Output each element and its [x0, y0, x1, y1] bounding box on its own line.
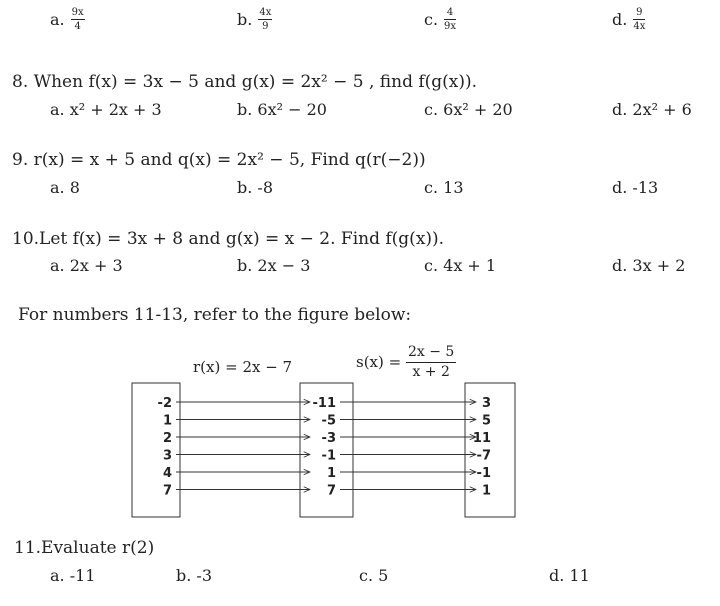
numerator: 9x [71, 7, 84, 18]
mapping-value: 11 [472, 431, 491, 446]
q11-question: 11.Evaluate r(2) [14, 538, 155, 558]
q8-option-b: b. 6x² − 20 [237, 100, 327, 119]
q10-option-a: a. 2x + 3 [50, 256, 123, 275]
r-function-label: r(x) = 2x − 7 [193, 358, 293, 376]
numerator: 2x − 5 [406, 345, 456, 363]
mapping-value: -5 [321, 413, 336, 429]
q11-option-c: c. 5 [359, 566, 389, 585]
q9-option-d: d. -13 [612, 178, 659, 197]
q10-option-c: c. 4x + 1 [424, 256, 497, 275]
instructions: For numbers 11-13, refer to the figure below: [18, 305, 412, 325]
q8-option-d: d. 2x² + 6 [612, 100, 692, 119]
numerator: 4 [444, 8, 456, 20]
option-label: a. [50, 9, 65, 29]
denominator: 4 [74, 21, 81, 32]
option-label: c. [424, 9, 439, 29]
mapping-value: -7 [476, 448, 491, 464]
mapping-value: 7 [162, 483, 172, 499]
range-values [473, 396, 491, 499]
domain-box [132, 383, 180, 517]
q11-option-b: b. -3 [176, 566, 212, 585]
mapping-value: 5 [481, 413, 491, 429]
mapping-value: 1 [326, 466, 336, 481]
numerator: 4x [259, 7, 272, 18]
denominator: 9x [444, 21, 457, 32]
middle-values [313, 396, 337, 499]
mapping-value: 3 [162, 448, 172, 464]
numerator: 9 [633, 8, 645, 20]
denominator: 9 [262, 21, 269, 32]
mapping-value: -3 [321, 431, 336, 446]
mapping-value: -11 [312, 396, 336, 411]
mapping-value: 7 [326, 483, 336, 499]
q9-option-b: b. -8 [237, 178, 273, 197]
mapping-value: 1 [481, 483, 491, 499]
q10-option-d: d. 3x + 2 [612, 256, 686, 275]
mapping-value: 1 [162, 413, 172, 429]
s-function-name: s(x) = [356, 353, 402, 372]
domain-values [158, 396, 172, 499]
q8-option-c: c. 6x² + 20 [424, 100, 513, 119]
mapping-value: 2 [162, 431, 172, 446]
option-label: d. [612, 9, 628, 29]
q9-option-c: c. 13 [424, 178, 464, 197]
q10-question: 10.Let f(x) = 3x + 8 and g(x) = x − 2. Find f(g(x)). [12, 229, 445, 249]
mapping-value: -1 [321, 448, 336, 464]
mapping-value: -1 [476, 466, 491, 481]
q11-option-a: a. -11 [50, 566, 96, 585]
q9-option-a: a. 8 [50, 178, 80, 197]
denominator: 4x [633, 21, 646, 32]
mapping-value: 4 [162, 466, 172, 481]
mapping-value: 3 [481, 396, 491, 411]
mapping-value: -2 [157, 396, 172, 411]
q10-option-b: b. 2x − 3 [237, 256, 311, 275]
option-label: b. [237, 9, 253, 29]
q8-question: 8. When f(x) = 3x − 5 and g(x) = 2x² − 5 , find f(g(x)). [12, 72, 478, 92]
q11-option-d: d. 11 [549, 566, 590, 585]
denominator: x + 2 [412, 363, 450, 380]
q8-option-a: a. x² + 2x + 3 [50, 100, 162, 119]
q9-question: 9. r(x) = x + 5 and q(x) = 2x² − 5, Find q(r(−2)) [12, 150, 426, 170]
